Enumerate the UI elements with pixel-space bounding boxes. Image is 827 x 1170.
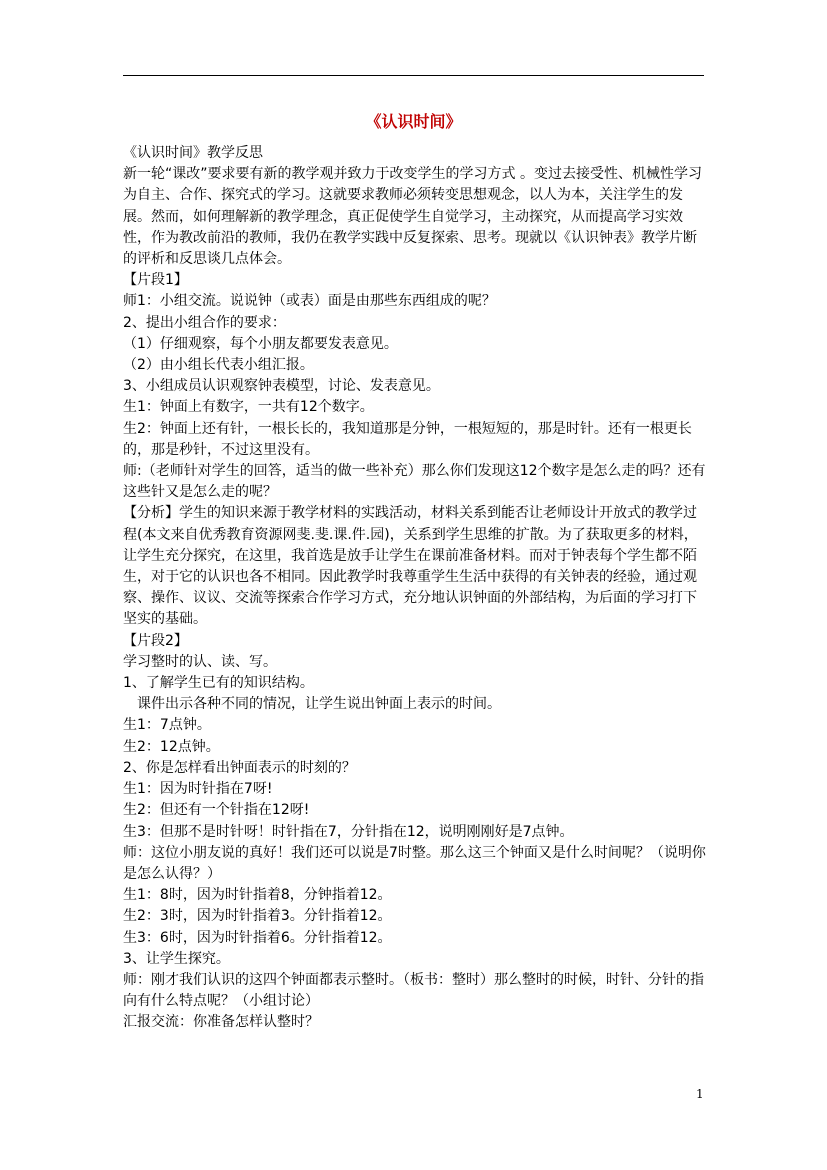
paragraph: 生2：钟面上还有针，一根长长的，我知道那是分钟，一根短短的，那是时针。还有一根更长的，那是秒针，不过这里没有。 [123,420,692,458]
paragraph: 1、了解学生已有的知识结构。 [123,675,314,692]
paragraph: 生1：钟面上有数字，一共有12个数字。 [123,399,374,416]
document-title: 《认识时间》 [365,112,462,131]
paragraph: 课件出示各种不同的情况，让学生说出钟面上表示的时间。 [137,696,501,713]
paragraph: 3、让学生探究。 [123,950,230,967]
paragraph: 生1：因为时针指在7呀! [123,781,273,798]
paragraph: 汇报交流：你准备怎样认整时？ [123,1014,319,1031]
paragraph: 师:（老师针对学生的回答，适当的做一些补充）那么你们发现这12个数字是怎么走的吗？还有这些针又是怎么走的呢？ [123,463,706,501]
paragraph: 2、你是怎样看出钟面表示的时刻的？ [123,759,356,776]
paragraph: 生3：但那不是时针呀！时针指在7，分针指在12，说明刚刚好是7点钟。 [123,823,574,840]
paragraph: 师1：小组交流。说说钟（或表）面是由那些东西组成的呢？ [123,293,496,310]
paragraph: 生2：但还有一个针指在12呀! [123,802,310,819]
paragraph: 生1：8时，因为时针指着8，分钟指着12。 [123,887,392,904]
header-rule [123,75,704,76]
paragraph: 3、小组成员认识观察钟表模型，讨论、发表意见。 [123,378,440,395]
section-heading-2: 【片段2】 [123,632,188,649]
section-heading-1: 【片段1】 [123,272,188,289]
document-body [123,143,708,1034]
paragraph-intro: 新一轮“课改”要求要有新的教学观并致力于改变学生的学习方式 。变过去接受性、机械性学习为自主、合作、探究式的学习。这就要求教师必须转变思想观念，以人为本，关注学生的发展。然而，如何理解新的教学理念，真正促使学生自觉学习，主动探究，从而提高学习实效性，作为教改前沿的教师，我仍在教学实践中反复探索、思考。现就以《认识钟表》教学片断的评析和反思谈几点体会。 [123,166,702,268]
paragraph-analysis: 【分析】学生的知识来源于教学材料的实践活动，材料关系到能否让老师设计开放式的教学过程(本文来自优秀教育资源网斐.斐.课.件.园)，关系到学生思维的扩散。为了获取更多的材料，让学生充分探究，在这里，我首选是放手让学生在课前准备材料。而对于钟表每个学生都不陌生，对于它的认识也各不相同。因此教学时我尊重学生生活中获得的有关钟表的经验，通过观察、操作、议议、交流等探索合作学习方式，充分地认识钟面的外部结构，为后面的学习打下坚实的基础。 [123,505,698,628]
paragraph: （2）由小组长代表小组汇报。 [123,357,314,374]
paragraph: 2、提出小组合作的要求： [123,314,286,331]
paragraph: 生2：3时，因为时针指着3。分针指着12。 [123,908,392,925]
paragraph: 生1：7点钟。 [123,717,211,734]
paragraph: 师：这位小朋友说的真好！我们还可以说是7时整。那么这三个钟面又是什么时间呢？（说明你是怎么认得？） [123,844,706,882]
paragraph: 生3：6时，因为时针指着6。分针指着12。 [123,929,392,946]
paragraph: 师：刚才我们认识的这四个钟面都表示整时。（板书：整时）那么整时的时候，时针、分针的指向有什么特点呢？（小组讨论） [123,971,704,1010]
page-number: 1 [696,1087,704,1101]
paragraph: （1）仔细观察，每个小朋友都要发表意见。 [123,335,398,352]
paragraph-subtitle: 《认识时间》教学反思 [123,145,263,161]
paragraph: 学习整时的认、读、写。 [123,653,277,670]
paragraph: 生2：12点钟。 [123,738,220,755]
